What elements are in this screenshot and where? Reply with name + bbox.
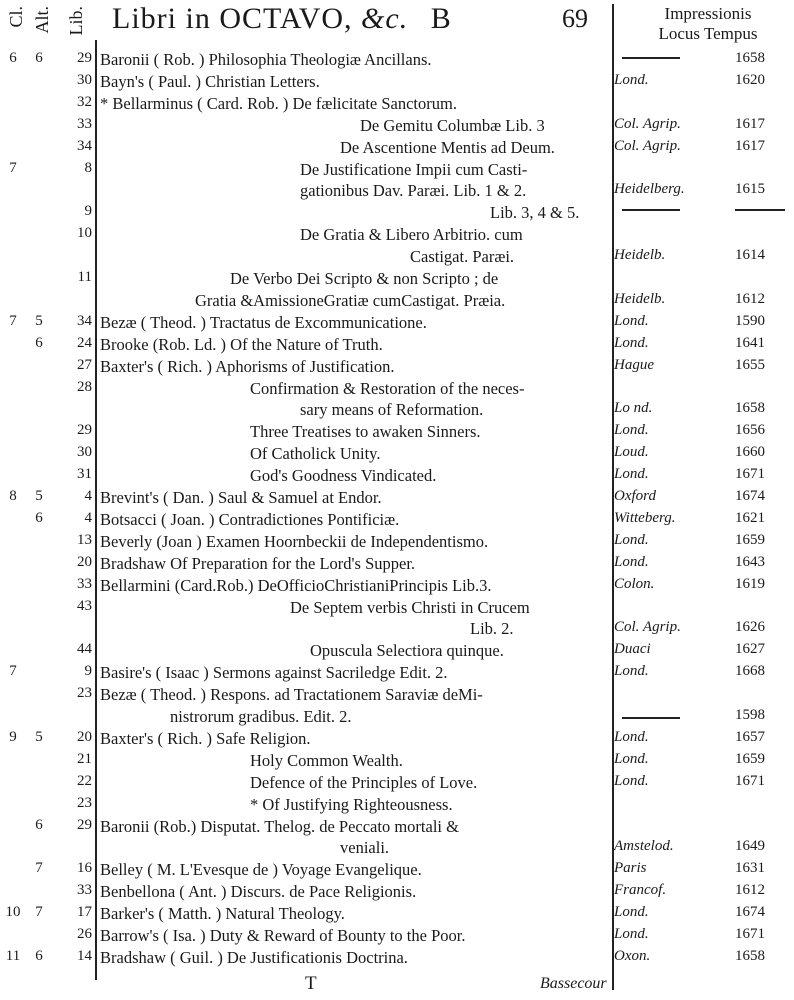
entry-lib-number: 34 [77,312,92,329]
page-number: 69 [562,4,588,33]
entry-alt-number: 6 [35,947,43,964]
entry-alt-number: 6 [35,509,43,526]
catalogue-entry [0,269,794,290]
catalogue-entry [0,400,794,421]
entry-title: Bellarmini (Card.Rob.) DeOfficioChristianiPrincipis Lib.3. [100,575,492,595]
entry-year: 1674 [735,904,765,921]
catalogue-entry [0,926,794,947]
entry-lib-number: 23 [77,794,92,811]
catalogue-entry [0,904,794,925]
catalogue-entry [0,466,794,487]
entry-place: Lond. [614,334,649,351]
catalogue-entry [0,444,794,465]
entry-cl-number: 6 [9,50,17,66]
entry-lib-number: 29 [77,50,92,66]
entry-year: 1590 [735,312,765,329]
entry-title: Botsacci ( Joan. ) Contradictiones Pontificiæ. [100,509,400,529]
entry-alt-number: 5 [35,728,43,745]
entry-lib-number: 10 [77,225,92,242]
entry-title: nistrorum gradibus. Edit. 2. [170,707,352,726]
entry-title: Brooke (Rob. Ld. ) Of the Nature of Truth. [100,334,383,354]
entry-alt-number: 5 [35,488,43,504]
entry-cl-number: 9 [9,728,17,745]
entry-year: 1658 [735,947,765,964]
entry-lib-number: 24 [77,334,92,351]
entry-title: De Ascentione Mentis ad Deum. [340,137,555,157]
entry-title: Of Catholick Unity. [250,444,381,464]
entry-lib-number: 22 [77,772,92,789]
entry-lib-number: 43 [77,597,92,614]
catalogue-entry [0,138,794,159]
entry-place: Col. Agrip. [614,137,681,154]
entry-lib-number: 4 [84,509,92,526]
entry-title: Bradshaw Of Preparation for the Lord's Supper. [100,553,416,573]
entry-lib-number: 14 [77,947,92,964]
entry-title: De Verbo Dei Scripto & non Scripto ; de [230,269,499,288]
entry-cl-number: 10 [5,904,21,921]
catalogue-entry [0,773,794,794]
entry-year: 1619 [735,575,765,592]
entry-year: 1660 [735,444,765,461]
entry-lib-number: 44 [77,641,92,658]
entry-place: Colon. [614,575,655,592]
entry-lib-number: 9 [84,203,92,220]
entry-lib-number: 30 [77,444,92,461]
entry-title: Lib. 2. [470,619,514,639]
catalogue-entry [0,641,794,662]
catalogue-entry [0,598,794,619]
entry-lib-number: 11 [77,269,92,285]
catalogue-entry [0,554,794,575]
column-header-lib: Lib. [66,6,86,36]
entry-year: 1671 [735,926,765,942]
entry-title: God's Goodness Vindicated. [250,466,437,486]
entry-place: Lond. [614,531,649,548]
catalogue-entry [0,357,794,378]
catalogue-entry [0,510,794,531]
entry-alt-number: 6 [35,50,43,66]
entry-year: 1659 [735,750,765,767]
entry-place: Lond. [614,663,649,680]
entry-cl-number: 8 [9,488,17,504]
entry-year: 1612 [735,290,765,307]
catalogue-entry [0,50,794,71]
entry-place: Lond. [614,312,649,329]
entry-lib-number: 33 [77,882,92,899]
entry-title: Confirmation & Restoration of the neces- [250,378,525,398]
entry-year: 1655 [735,356,765,373]
entry-year: 1649 [735,838,765,855]
catalogue-entry [0,817,794,838]
catalogue-entry [0,751,794,772]
entry-title: Beverly (Joan ) Examen Hoornbeckii de Independentismo. [100,531,489,551]
entry-year: 1671 [735,466,765,483]
entry-year: 1656 [735,422,765,439]
page-title [112,2,452,36]
entry-lib-number: 16 [77,860,92,877]
entry-year: 1621 [735,509,765,526]
catalogue-entry [0,532,794,553]
catalogue-entry [0,882,794,903]
entry-title: Barker's ( Matth. ) Natural Theology. [100,904,345,924]
entry-lib-number: 17 [77,904,92,921]
entry-alt-number: 6 [35,816,43,833]
entry-title: Defence of the Principles of Love. [250,772,478,792]
page-title-text: Libri in OCTAVO, [112,2,353,35]
entry-title: De Gemitu Columbæ Lib. 3 [360,115,545,135]
entry-year: 1668 [735,663,765,680]
catalogue-entry [0,94,794,115]
entry-year: 1626 [735,619,765,636]
signature-mark: T [305,973,317,994]
entry-place: Oxford [614,488,656,504]
entry-title: Gratia &AmissioneGratiæ cumCastigat. Præia. [195,290,506,310]
entry-place: Lond. [614,750,649,767]
locus-tempus-label: Locus Tempus [658,24,758,43]
catalogue-entry [0,488,794,509]
catalogue-entry [0,576,794,597]
catalogue-entry [0,379,794,400]
gathering-letter: B [430,2,452,35]
entry-title: * Of Justifying Righteousness. [250,794,453,814]
entry-lib-number: 21 [77,750,92,767]
entry-title: Barrow's ( Isa. ) Duty & Reward of Bounty to the Poor. [100,926,466,945]
entry-lib-number: 9 [84,663,92,680]
entry-year: 1615 [735,181,765,198]
catalogue-entry [0,291,794,312]
entry-alt-number: 6 [35,334,43,351]
entry-lib-number: 20 [77,728,92,745]
entry-alt-number: 7 [35,904,43,921]
entry-year: 1620 [735,71,765,88]
entry-cl-number: 7 [9,159,17,176]
entry-place: Heidelberg. [614,181,685,198]
catalogue-entry [0,160,794,181]
entry-title: Belley ( M. L'Evesque de ) Voyage Evangelique. [100,860,422,880]
entry-place: Lond. [614,926,649,942]
catalogue-entry [0,422,794,443]
entry-lib-number: 30 [77,71,92,88]
entry-lib-number: 28 [77,378,92,395]
entry-year: 1658 [735,50,765,66]
entry-year: 1627 [735,641,765,658]
entry-year: 1658 [735,400,765,417]
catalogue-entry [0,247,794,268]
entry-place: Lond. [614,466,649,483]
entry-place: Heidelb. [614,290,666,307]
entry-lib-number: 23 [77,685,92,702]
entry-title: Benbellona ( Ant. ) Discurs. de Pace Religionis. [100,882,417,902]
catchword: Bassecour [540,975,607,992]
entry-cl-number: 11 [5,947,21,964]
entry-title: Opuscula Selectiora quinque. [310,641,504,661]
entry-title: De Justificatione Impii cum Casti- [300,159,528,179]
entry-title: Baxter's ( Rich. ) Aphorisms of Justification. [100,356,395,376]
entry-place: Lond. [614,772,649,789]
entry-alt-number: 7 [35,860,43,877]
entry-title: Bradshaw ( Guil. ) De Justificationis Doctrina. [100,947,408,967]
entry-year: 1598 [735,707,765,723]
impressionis-label: Impressionis [664,4,752,23]
entry-year: 1641 [735,334,765,351]
page-title-etc: &c. [361,2,409,35]
catalogue-entry [0,838,794,859]
entry-title: Brevint's ( Dan. ) Saul & Samuel at Endor. [100,488,382,507]
column-header-cl: Cl. [6,6,26,28]
entry-title: Bezæ ( Theod. ) Tractatus de Excommunicatione. [100,312,427,332]
entry-year: 1659 [735,531,765,548]
column-header-alt: Alt. [32,6,52,34]
entry-title: sary means of Reformation. [300,400,484,420]
entry-title: Lib. 3, 4 & 5. [490,203,580,223]
entry-lib-number: 4 [84,488,92,504]
entry-place: Col. Agrip. [614,619,681,636]
entry-title: De Gratia & Libero Arbitrio. cum [300,225,523,245]
entry-lib-number: 34 [77,137,92,154]
entry-place: Lond. [614,728,649,745]
entry-place: Oxon. [614,947,651,964]
catalogue-entry [0,948,794,969]
entry-place: Lond. [614,422,649,439]
entry-title: gationibus Dav. Paræi. Lib. 1 & 2. [300,181,527,201]
entry-year: 1617 [735,115,765,132]
entry-year: 1643 [735,553,765,570]
entry-place: Paris [614,860,647,877]
entry-year: 1671 [735,772,765,789]
entry-title: Bayn's ( Paul. ) Christian Letters. [100,71,320,91]
entry-place: Duaci [614,641,651,658]
entry-place: Heidelb. [614,247,666,264]
entry-year: 1617 [735,137,765,154]
entry-title: De Septem verbis Christi in Crucem [290,597,530,617]
catalogue-entry [0,795,794,816]
entry-lib-number: 20 [77,553,92,570]
entry-place: Lond. [614,71,649,88]
entry-lib-number: 27 [77,356,92,373]
entry-title: Baxter's ( Rich. ) Safe Religion. [100,728,311,748]
entry-year: 1674 [735,488,765,504]
entry-year: 1631 [735,860,765,877]
catalogue-entry [0,335,794,356]
entry-title: Basire's ( Isaac ) Sermons against Sacriledge Edit. 2. [100,663,448,683]
entry-title: Three Treatises to awaken Sinners. [250,422,481,442]
entry-year: 1612 [735,882,765,899]
entry-title: Bezæ ( Theod. ) Respons. ad Tractationem Saraviæ deMi- [100,685,483,705]
entry-cl-number: 7 [9,663,17,680]
entry-year: 1657 [735,728,765,745]
catalogue-entry [0,181,794,202]
entry-place: Amstelod. [614,838,674,855]
catalogue-entry [0,72,794,93]
entry-place: Hague [614,356,654,373]
catalogue-entry [0,313,794,334]
catalogue-entry [0,116,794,137]
entry-title: Holy Common Wealth. [250,750,403,770]
entry-title: Castigat. Paræi. [410,247,515,267]
catalogue-entry [0,729,794,750]
entry-lib-number: 29 [77,816,92,833]
catalogue-entry [0,685,794,706]
entry-place: Francof. [614,882,667,899]
entry-place: Lond. [614,904,649,921]
entry-cl-number: 7 [9,312,17,329]
entry-title: Baronii ( Rob. ) Philosophia Theologiæ Ancillans. [100,50,432,69]
catalogue-entry [0,619,794,640]
catalogue-entry [0,860,794,881]
catalogue-entry [0,203,794,224]
entry-title: * Bellarminus ( Card. Rob. ) De fælicitate Sanctorum. [100,93,457,113]
impressionis-header [622,4,794,44]
entry-lib-number: 32 [77,93,92,110]
entry-place: Lo nd. [614,400,653,417]
entry-place: Witteberg. [614,509,676,526]
entry-year: 1614 [735,247,765,264]
entry-place: Lond. [614,553,649,570]
entry-place: Loud. [614,444,649,461]
catalogue-entry [0,663,794,684]
entry-lib-number: 26 [77,926,92,942]
entry-title: Baronii (Rob.) Disputat. Thelog. de Peccato mortali & [100,816,459,836]
entry-lib-number: 33 [77,575,92,592]
catalogue-entry [0,225,794,246]
catalogue-entry [0,707,794,728]
entry-lib-number: 29 [77,422,92,439]
entry-lib-number: 33 [77,115,92,132]
entry-place: Col. Agrip. [614,115,681,132]
entry-lib-number: 13 [77,531,92,548]
entry-lib-number: 8 [84,159,92,176]
entry-lib-number: 31 [77,466,92,483]
entry-alt-number: 5 [35,312,43,329]
entry-title: veniali. [340,838,390,858]
